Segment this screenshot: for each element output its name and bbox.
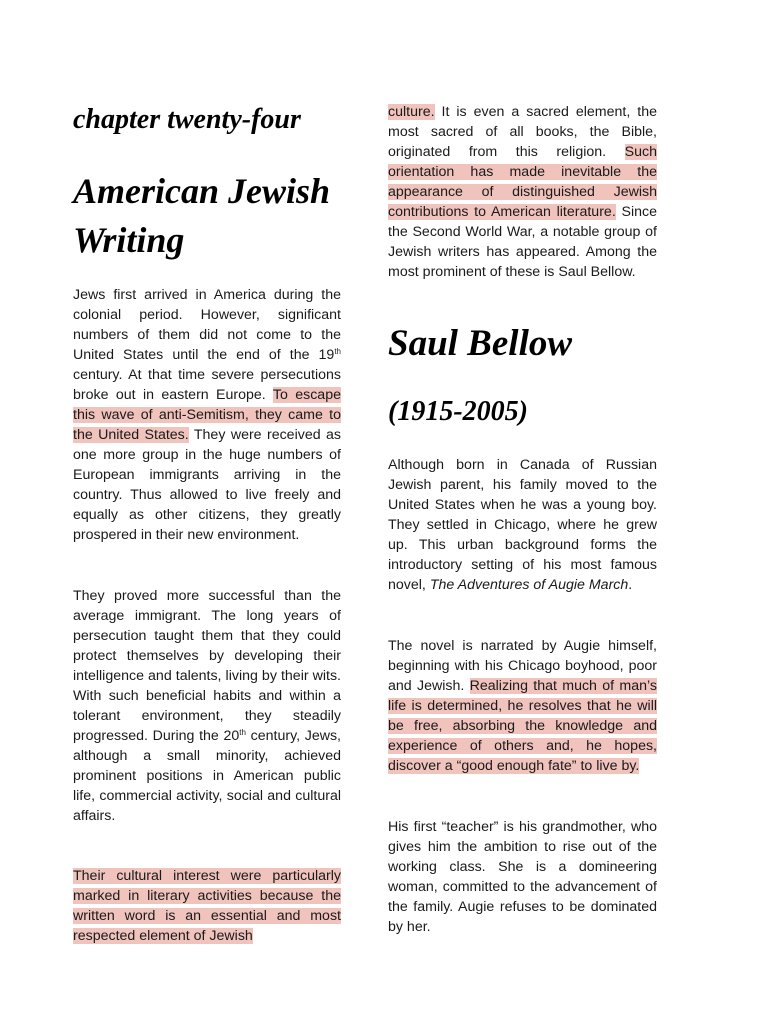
paragraph-text: century, Jews, although a small minority, achieved prominent positions in American public life, commercial activity, social and cultural affairs.	[73, 728, 342, 824]
highlighted-text: Their cultural interest were particularly marked in literary activities because the written word is an essential and most respected element of Jewish	[73, 868, 341, 944]
paragraph	[388, 817, 657, 937]
chapter-title: American Jewish Writing	[73, 171, 331, 260]
paragraph	[388, 636, 657, 776]
paragraph-text: They proved more successful than the average immigrant. The long years of persecution taught them that they could protect themselves by developing their intelligence and talents, living by their wits. With such beneficial habits and within a tolerant environment, they steadily progressed. During the 20	[73, 588, 341, 744]
highlighted-text: Such orientation has made inevitable the appearance of distinguished Jewish contributions to American literature.	[388, 144, 657, 220]
superscript: th	[239, 728, 246, 737]
section-dates: (1915-2005)	[388, 396, 528, 427]
paragraph	[73, 866, 341, 946]
paragraph-text: It is even a sacred element, the most sacred of all books, the Bible, originated from this religion.	[388, 104, 657, 160]
paragraph-text: Jews first arrived in America during the colonial period. However, significant numbers of them did not come to the United States until the end of the 19	[73, 287, 341, 363]
paragraph-text: His first “teacher” is his grandmother, who gives him the ambition to rise out of the working class. She is a domineering woman, committed to the advancement of the family. Augie refuses to be dominated by her.	[388, 819, 657, 935]
superscript: th	[334, 347, 341, 356]
section-title: Saul Bellow	[388, 323, 573, 364]
paragraph-text: The novel is narrated by Augie himself, beginning with his Chicago boyhood, poor and Jewish.	[388, 638, 657, 694]
highlighted-text: culture.	[388, 104, 435, 120]
highlighted-text: Realizing that much of man’s life is determined, he resolves that he will be free, absorbing the knowledge and experience of others and, he hopes, discover a “good enough fate” to live by.	[388, 678, 657, 774]
book-title: The Adventures of Augie March	[429, 577, 629, 593]
highlighted-text: To escape this wave of anti-Semitism, they came to the United States.	[73, 387, 341, 443]
chapter-label: chapter twenty-four	[73, 104, 301, 135]
paragraph	[388, 102, 657, 282]
paragraph	[73, 285, 341, 545]
paragraph	[73, 586, 341, 826]
paragraph-text: They were received as one more group in the huge numbers of European immigrants arriving in the country. Thus allowed to live freely and equally as other citizens, they greatly prospered in their new environment.	[73, 427, 341, 543]
paragraph-text: .	[628, 577, 633, 593]
paragraph	[388, 455, 657, 595]
paragraph-text: Since the Second World War, a notable group of Jewish writers has appeared. Among the most prominent of these is Saul Bellow.	[388, 204, 657, 280]
paragraph-text: century. At that time severe persecutions broke out in eastern Europe.	[73, 367, 341, 403]
paragraph-text: Although born in Canada of Russian Jewish parent, his family moved to the United States when he was a young boy. They settled in Chicago, where he grew up. This urban background forms the introductory setting of his most famous novel,	[388, 457, 657, 593]
